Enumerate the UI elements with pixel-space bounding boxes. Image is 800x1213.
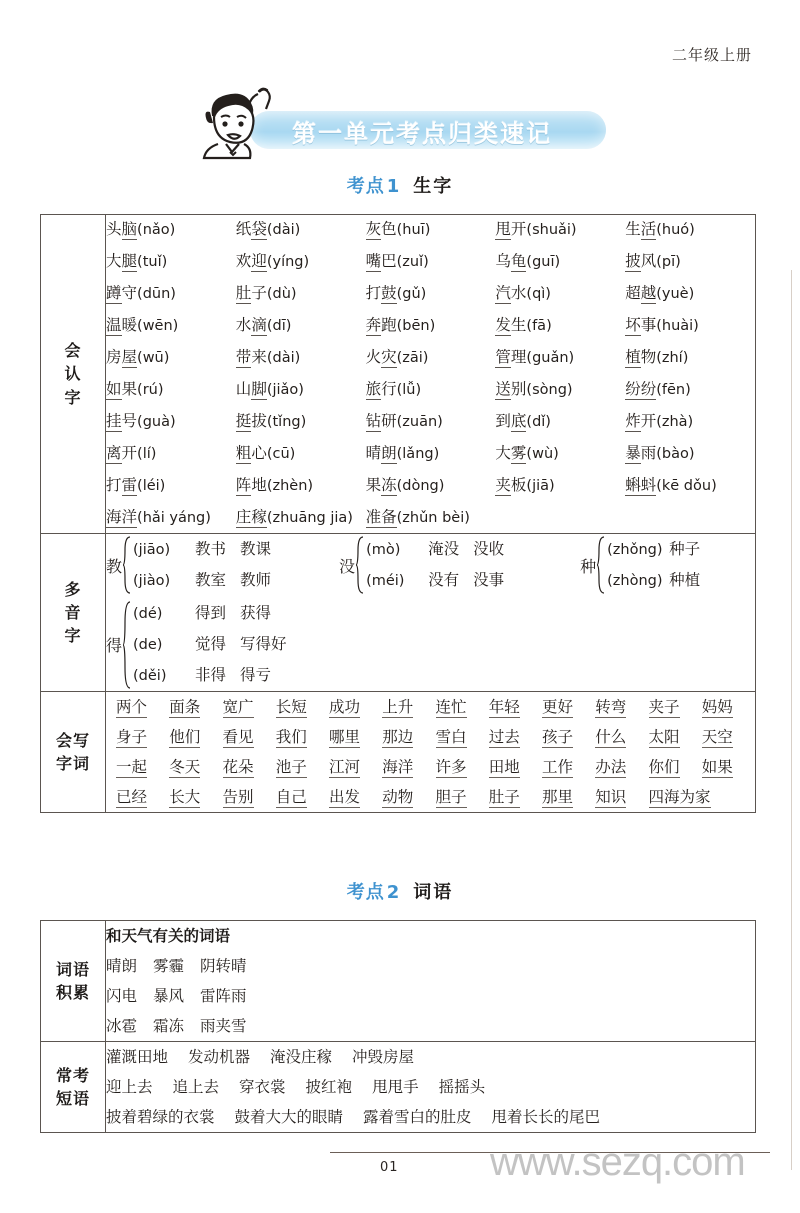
weather-words-lines (106, 951, 755, 1041)
phrase-lines (106, 1042, 755, 1132)
recognize-character-item: 果冻(dòng) (365, 476, 445, 494)
brace-icon (355, 535, 364, 595)
write-word-item: 过去 (488, 728, 520, 746)
table-row-huirenzi (41, 215, 756, 534)
brace-icon (122, 535, 131, 595)
brace-icon (122, 600, 132, 690)
write-word-item: 两个 (116, 698, 148, 716)
recognize-character-item: 坏事(huài) (625, 316, 699, 334)
recognize-character-item: 植物(zhí) (625, 348, 689, 366)
brace-icon (122, 600, 131, 690)
table-row-huixiezici (41, 692, 756, 813)
table-row-changkaoduanyu (41, 1042, 756, 1133)
write-word-item: 办法 (595, 758, 627, 776)
section-heading-1 (0, 172, 800, 198)
recognize-character-item: 汽水(qì) (495, 284, 551, 302)
recognize-character-item: 火灾(zāi) (365, 348, 429, 366)
row-label-duoyinzi (41, 534, 106, 692)
section-heading-2 (0, 878, 800, 904)
recognize-character-item: 乌龟(guī) (495, 252, 561, 270)
row-label-line: 积累 (55, 983, 90, 1002)
duoyinzi-reading: (děi) 非得 得亏 (133, 666, 272, 684)
recognize-character-item: 离开(lí) (106, 444, 157, 462)
row-label-line: 认 (64, 364, 82, 384)
table-row-duoyinzi (41, 534, 756, 692)
write-word-row (116, 752, 755, 782)
shengzi-table (40, 214, 756, 813)
write-word-item: 工作 (542, 758, 574, 776)
write-word-item: 成功 (329, 698, 361, 716)
recognize-character-item: 蹲守(dūn) (106, 284, 176, 302)
weather-word-line: 闪电 暴风 雷阵雨 (106, 987, 247, 1005)
recognize-character-item: 山脚(jiǎo) (235, 380, 304, 398)
recognize-character-item: 暴雨(bào) (625, 444, 695, 462)
recognize-character-item: 蝌蚪(kē dǒu) (625, 476, 717, 494)
duoyinzi-reading: (méi) 没有 没事 (366, 571, 505, 589)
book-page-edge (791, 270, 792, 1170)
page-number: 01 (380, 1160, 399, 1175)
duoyinzi-top-groups (106, 534, 755, 596)
recognize-character-item: 奔跑(bēn) (365, 316, 436, 334)
write-word-item: 肚子 (488, 788, 520, 806)
section-number: 2 (386, 882, 400, 903)
write-word-item: 你们 (648, 758, 680, 776)
row-label-line: 会写 (55, 730, 90, 750)
recognize-character-item: 晴朗(lǎng) (365, 444, 440, 462)
huixiezici-cell (106, 692, 756, 813)
row-label-line: 会 (64, 341, 82, 361)
write-word-item: 上升 (382, 698, 414, 716)
recognize-character-item: 大腿(tuǐ) (106, 252, 168, 270)
row-label-line: 字 (64, 626, 82, 646)
write-word-item: 田地 (488, 758, 520, 776)
recognize-character-item: 阵地(zhèn) (235, 476, 314, 494)
recognize-character-item: 头脑(nǎo) (106, 220, 176, 238)
write-word-item: 已经 (116, 788, 148, 806)
brace-icon (122, 535, 132, 595)
duoyinzi-reading: (jiào) 教室 教师 (133, 571, 272, 589)
duoyinzi-readings (131, 598, 301, 691)
recognize-character-item: 钻研(zuān) (365, 412, 443, 430)
ciyujilei-cell (106, 921, 756, 1042)
duoyinzi-reading: (jiāo) 教书 教课 (133, 540, 272, 558)
banner-title: 第一单元考点归类速记 (292, 120, 552, 148)
recognize-character-item: 生活(huó) (625, 220, 695, 238)
recognize-character-item: 准备(zhǔn bèi) (365, 508, 470, 526)
unit-banner (196, 86, 616, 152)
row-label-line: 短语 (55, 1089, 90, 1108)
phrase-line: 灌溉田地 发动机器 淹没庄稼 冲毁房屋 (106, 1048, 415, 1066)
recognize-character-item: 海洋(hǎi yáng) (106, 508, 211, 526)
write-word-item: 夹子 (648, 698, 680, 716)
duoyinzi-reading: (dé) 得到 获得 (133, 604, 272, 622)
recognize-character-item: 庄稼(zhuāng jia) (235, 508, 353, 526)
brace-icon (355, 535, 365, 595)
write-word-row (116, 722, 755, 752)
recognize-character-item: 甩开(shuǎi) (495, 220, 577, 238)
weather-word-line: 冰雹 霜冻 雨夹雪 (106, 1017, 247, 1035)
section-label: 考点 (346, 882, 385, 903)
boy-pointing-icon (196, 86, 288, 164)
phrase-line: 迎上去 追上去 穿衣裳 披红袍 甩甩手 摇摇头 (106, 1078, 486, 1096)
write-word-item: 自己 (275, 788, 307, 806)
ciyu-table (40, 920, 756, 1133)
write-word-item: 他们 (169, 728, 201, 746)
duoyinzi-character: 得 (106, 636, 123, 655)
brace-icon (596, 535, 606, 595)
duoyinzi-character: 教 (106, 556, 123, 576)
write-word-item: 池子 (275, 758, 307, 776)
write-word-item: 年轻 (488, 698, 520, 716)
row-label-line: 多 (64, 579, 82, 599)
table-row-ciyujilei (41, 921, 756, 1042)
duoyinzi-readings (364, 534, 518, 596)
recognize-character-item: 房屋(wū) (106, 348, 170, 366)
grade-label: 二年级上册 (671, 46, 752, 64)
weather-word-line: 晴朗 雾霾 阴转晴 (106, 957, 247, 975)
write-word-item: 那边 (382, 728, 414, 746)
duoyinzi-reading: (de) 觉得 写得好 (133, 635, 287, 653)
recognize-character-item: 披风(pī) (625, 252, 681, 270)
recognize-character-item: 水滴(dī) (235, 316, 292, 334)
recognize-character-item: 挺拔(tǐng) (235, 412, 307, 430)
row-label-ciyujilei (41, 921, 106, 1042)
write-word-item: 我们 (275, 728, 307, 746)
write-word-item: 如果 (701, 758, 733, 776)
recognize-character-item: 带来(dài) (235, 348, 301, 366)
watermark: www.sezq.com (490, 1140, 745, 1184)
recognize-character-item: 如果(rú) (106, 380, 164, 398)
recognize-character-item: 挂号(guà) (106, 412, 176, 430)
write-word-item: 连忙 (435, 698, 467, 716)
recognize-character-item: 欢迎(yíng) (235, 252, 310, 270)
row-label-changkaoduanyu (41, 1042, 106, 1133)
write-word-item: 孩子 (542, 728, 574, 746)
write-word-item: 天空 (701, 728, 733, 746)
recognize-character-item: 粗心(cū) (235, 444, 296, 462)
write-word-item: 许多 (435, 758, 467, 776)
write-word-item: 转弯 (595, 698, 627, 716)
duoyinzi-reading: (mò) 淹没 没收 (366, 540, 505, 558)
recognize-character-item: 打雷(léi) (106, 476, 166, 494)
write-word-item: 妈妈 (701, 698, 733, 716)
write-word-row (116, 692, 755, 722)
write-word-item: 太阳 (648, 728, 680, 746)
duoyinzi-group (106, 534, 285, 596)
duoyinzi-reading: (zhòng) 种植 (607, 571, 701, 589)
write-word-item: 动物 (382, 788, 414, 806)
recognize-character-item: 管理(guǎn) (495, 348, 575, 366)
recognize-character-item: 纷纷(fēn) (625, 380, 691, 398)
row-label-line: 字词 (55, 754, 90, 773)
write-word-item: 冬天 (169, 758, 201, 776)
write-word-item: 胆子 (435, 788, 467, 806)
write-word-item: 面条 (169, 698, 201, 716)
write-word-item: 告别 (222, 788, 254, 806)
row-label-huixiezici (41, 692, 106, 813)
write-word-item: 看见 (222, 728, 254, 746)
write-word-item: 宽广 (222, 698, 254, 716)
huirenzi-cell (106, 215, 756, 534)
write-word-item: 什么 (595, 728, 627, 746)
recognize-character-item: 灰色(huī) (365, 220, 431, 238)
write-word-item: 那里 (542, 788, 574, 806)
recognize-character-item: 大雾(wù) (495, 444, 559, 462)
row-label-line: 音 (64, 602, 82, 622)
write-word-item: 长大 (169, 788, 201, 806)
duoyinzi-group (106, 598, 755, 691)
duoyinzi-character: 种 (580, 556, 597, 576)
row-label-line: 字 (64, 387, 82, 407)
section-title: 词语 (413, 882, 454, 903)
duoyinzi-readings (131, 534, 285, 596)
recognize-character-item: 夹板(jiā) (495, 476, 555, 494)
row-label-line: 词语 (55, 959, 90, 979)
duoyinzi-bottom-group (106, 598, 755, 691)
write-word-item: 雪白 (435, 728, 467, 746)
recognize-character-item: 发生(fā) (495, 316, 552, 334)
brace-icon (596, 535, 605, 595)
duoyinzi-cell (106, 534, 756, 692)
recognize-character-item: 送别(sòng) (495, 380, 573, 398)
write-word-row (116, 782, 755, 812)
recognize-character-item: 温暖(wēn) (106, 316, 179, 334)
write-word-item: 更好 (542, 698, 574, 716)
duoyinzi-readings (605, 534, 714, 596)
recognize-character-item: 打鼓(gǔ) (365, 284, 427, 302)
recognize-character-item: 肚子(dù) (235, 284, 297, 302)
recognize-character-item: 到底(dǐ) (495, 412, 551, 430)
write-word-item: 花朵 (222, 758, 254, 776)
write-word-item: 身子 (116, 728, 148, 746)
duoyinzi-group (339, 534, 518, 596)
section-number: 1 (386, 176, 400, 197)
recognize-character-item: 旅行(lǚ) (365, 380, 422, 398)
write-word-item: 四海为家 (648, 788, 711, 806)
weather-words-title: 和天气有关的词语 (106, 927, 231, 945)
phrase-line: 披着碧绿的衣裳 鼓着大大的眼睛 露着雪白的肚皮 甩着长长的尾巴 (106, 1108, 601, 1126)
duoyinzi-character: 没 (339, 556, 356, 576)
write-word-item: 一起 (116, 758, 148, 776)
recognize-character-item: 纸袋(dài) (235, 220, 301, 238)
write-word-item: 长短 (275, 698, 307, 716)
row-label-huirenzi (41, 215, 106, 534)
write-word-item: 出发 (329, 788, 361, 806)
row-label-line: 常考 (55, 1065, 90, 1085)
write-word-item: 海洋 (382, 758, 414, 776)
section-label: 考点 (346, 176, 385, 197)
write-word-item: 江河 (329, 758, 361, 776)
duoyinzi-reading: (zhǒng) 种子 (607, 540, 701, 558)
write-word-item: 知识 (595, 788, 627, 806)
recognize-character-item: 嘴巴(zuǐ) (365, 252, 429, 270)
changkaoduanyu-cell (106, 1042, 756, 1133)
recognize-character-grid (106, 215, 755, 533)
recognize-character-item: 炸开(zhà) (625, 412, 694, 430)
duoyinzi-group (580, 534, 714, 596)
section-title: 生字 (413, 176, 454, 197)
write-word-grid (116, 692, 755, 812)
write-word-item: 哪里 (329, 728, 361, 746)
recognize-character-item: 超越(yuè) (625, 284, 695, 302)
